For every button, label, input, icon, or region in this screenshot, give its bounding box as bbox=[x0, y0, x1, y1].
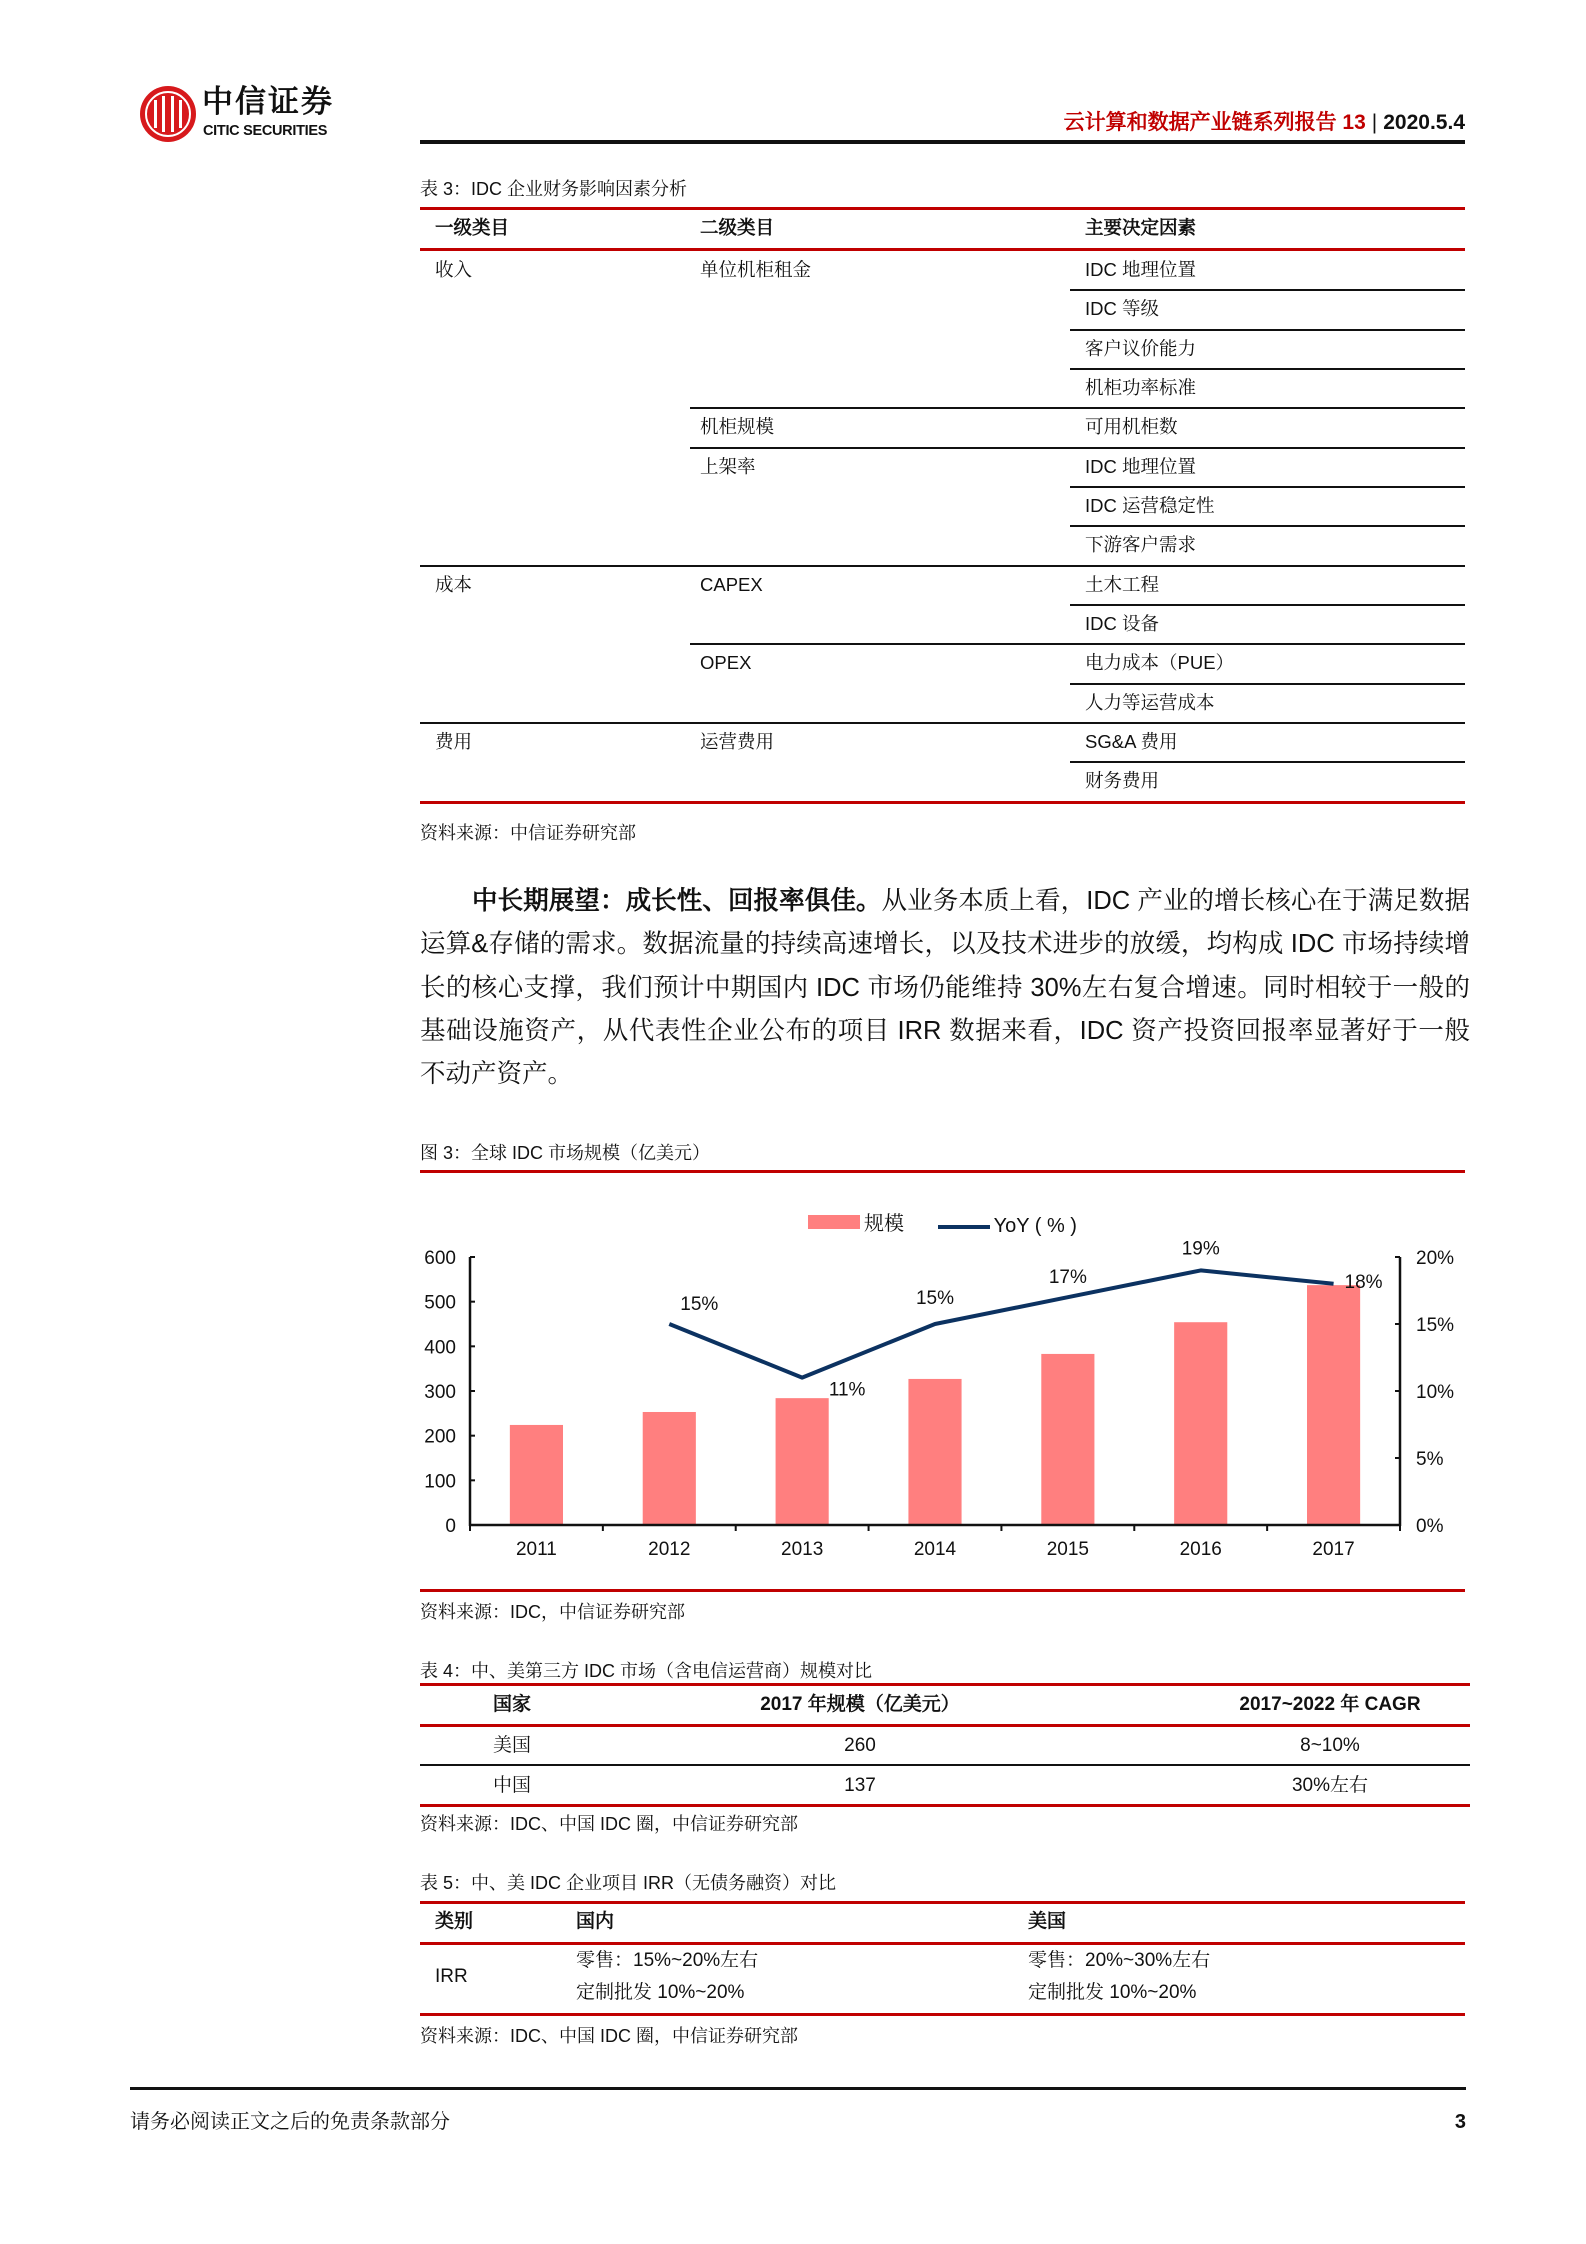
svg-text:2014: 2014 bbox=[913, 1539, 957, 1560]
table4-cell-country: 中国 bbox=[493, 1775, 532, 1796]
logo-english-name: CITIC SECURITIES bbox=[203, 123, 328, 139]
figure3-source: 资料来源：IDC，中信证券研究部 bbox=[420, 1602, 685, 1622]
table5-header-rule bbox=[420, 1942, 1465, 1945]
svg-text:17%: 17% bbox=[1048, 1267, 1087, 1289]
chart-plot bbox=[420, 1175, 1465, 1575]
paragraph-lead: 中长期展望：成长性、回报率俱佳。 bbox=[472, 887, 882, 915]
svg-text:18%: 18% bbox=[1344, 1271, 1383, 1293]
table5-header-us: 美国 bbox=[1028, 1911, 1067, 1932]
yoy-line bbox=[669, 1270, 1333, 1377]
table3-header: 二级类目 bbox=[700, 217, 775, 238]
table4-header-size: 2017 年规模（亿美元） bbox=[760, 1694, 960, 1715]
table5 bbox=[420, 1901, 1465, 2016]
table3-row-rule bbox=[420, 722, 1465, 724]
svg-text:2011: 2011 bbox=[515, 1539, 557, 1560]
table4-cell-country: 美国 bbox=[493, 1735, 532, 1756]
table3-factor: IDC 等级 bbox=[1085, 298, 1160, 320]
table3-factor: 可用机柜数 bbox=[1085, 416, 1178, 438]
table4-top-rule bbox=[420, 1683, 1470, 1686]
table3-header: 一级类目 bbox=[435, 217, 510, 238]
table3-level2: 运营费用 bbox=[700, 731, 775, 753]
table4-source: 资料来源：IDC、中国 IDC 圈，中信证券研究部 bbox=[420, 1814, 798, 1834]
table4-header-rule bbox=[420, 1724, 1470, 1727]
table3-level2: 机柜规模 bbox=[700, 416, 775, 438]
table3-bottom-rule bbox=[420, 801, 1465, 804]
table5-cell-us-wholesale: 定制批发 10%~20% bbox=[1028, 1982, 1197, 2003]
table3-level2: CAPEX bbox=[700, 573, 763, 595]
table3-row-rule bbox=[1070, 683, 1465, 685]
table5-source: 资料来源：IDC、中国 IDC 圈，中信证券研究部 bbox=[420, 2026, 798, 2046]
table3-row-rule bbox=[690, 643, 1465, 645]
table3-row-rule bbox=[1070, 761, 1465, 763]
table3-factor: 下游客户需求 bbox=[1085, 534, 1197, 556]
table3-factor: IDC 设备 bbox=[1085, 613, 1160, 635]
citic-logo-icon bbox=[140, 86, 196, 142]
table5-cell-category: IRR bbox=[435, 1966, 468, 1987]
table5-bottom-rule bbox=[420, 2013, 1465, 2016]
svg-text:15%: 15% bbox=[915, 1288, 955, 1309]
table3-factor: IDC 地理位置 bbox=[1085, 455, 1197, 477]
citic-logo bbox=[140, 84, 350, 146]
table3-row-rule bbox=[690, 407, 1465, 409]
report-header bbox=[1064, 110, 1465, 136]
svg-text:2012: 2012 bbox=[648, 1539, 691, 1560]
table3-row-rule bbox=[1070, 368, 1465, 370]
table3-factor: 人力等运营成本 bbox=[1085, 691, 1215, 713]
table3-factor: 客户议价能力 bbox=[1085, 337, 1197, 359]
table4-caption: 表 4：中、美第三方 IDC 市场（含电信运营商）规模对比 bbox=[420, 1661, 873, 1681]
table4-cell-size: 137 bbox=[844, 1775, 876, 1796]
table3-factor: 电力成本（PUE） bbox=[1085, 652, 1235, 674]
table3-level1: 收入 bbox=[435, 259, 473, 280]
figure3-top-rule bbox=[420, 1170, 1465, 1173]
table3-caption: 表 3：IDC 企业财务影响因素分析 bbox=[420, 179, 688, 199]
svg-text:2013: 2013 bbox=[781, 1539, 824, 1560]
table3-factor: 财务费用 bbox=[1085, 770, 1160, 792]
table5-top-rule bbox=[420, 1901, 1465, 1904]
svg-text:19%: 19% bbox=[1181, 1238, 1220, 1260]
table3-source: 资料来源：中信证券研究部 bbox=[420, 823, 636, 843]
table3-level2: 上架率 bbox=[700, 455, 756, 477]
table3-row-rule bbox=[690, 447, 1465, 449]
table3-top-rule bbox=[420, 207, 1465, 210]
table4-header-cagr: 2017~2022 年 CAGR bbox=[1239, 1694, 1421, 1715]
table4-header-country: 国家 bbox=[493, 1694, 532, 1715]
table5-caption: 表 5：中、美 IDC 企业项目 IRR（无债务融资）对比 bbox=[420, 1873, 837, 1893]
table3-header-rule bbox=[420, 248, 1465, 251]
table3-row-rule bbox=[1070, 486, 1465, 488]
svg-text:600: 600 bbox=[424, 1248, 456, 1269]
svg-text:2015: 2015 bbox=[1046, 1539, 1089, 1560]
bar-2012 bbox=[643, 1412, 696, 1525]
legend-label-scale: 规模 bbox=[864, 1213, 905, 1235]
table4-cell-size: 260 bbox=[844, 1735, 876, 1756]
table5-header-domestic: 国内 bbox=[576, 1911, 615, 1932]
svg-text:300: 300 bbox=[424, 1382, 456, 1403]
svg-text:20%: 20% bbox=[1416, 1248, 1455, 1269]
figure3-bottom-rule bbox=[420, 1589, 1465, 1592]
table3-level2: OPEX bbox=[700, 652, 752, 674]
svg-text:400: 400 bbox=[424, 1337, 456, 1359]
report-date: 2020.5.4 bbox=[1383, 111, 1465, 134]
bar-2014 bbox=[908, 1379, 961, 1525]
idc-market-chart bbox=[420, 1175, 1465, 1575]
bar-2017 bbox=[1307, 1285, 1360, 1525]
paragraph-body: 从业务本质上看，IDC 产业的增长核心在于满足数据运算&存储的需求。数据流量的持续高速增长，以及技术进步的放缓，均构成 IDC 市场持续增长的核心支撑，我们预计中期国内 IDC 市场仍能维持 30%左右复合增速。同时相较于一般的基础设施资产，从代表性企业公布的项目 IRR 数据来看，IDC 资产投资回报率显著好于一般不动产资产。 bbox=[420, 887, 1470, 1089]
svg-text:200: 200 bbox=[424, 1426, 456, 1448]
header-rule bbox=[420, 140, 1465, 144]
figure3-caption: 图 3：全球 IDC 市场规模（亿美元） bbox=[420, 1143, 711, 1163]
table5-header-category: 类别 bbox=[435, 1911, 474, 1932]
svg-text:5%: 5% bbox=[1416, 1449, 1444, 1470]
table3-factor: 机柜功率标准 bbox=[1085, 377, 1197, 399]
svg-text:100: 100 bbox=[424, 1471, 456, 1493]
svg-text:500: 500 bbox=[424, 1292, 456, 1314]
report-title: 云计算和数据产业链系列报告 13 bbox=[1063, 111, 1366, 134]
table3-factor: IDC 地理位置 bbox=[1085, 259, 1197, 280]
footer-disclaimer: 请务必阅读正文之后的免责条款部分 bbox=[130, 2111, 450, 2133]
svg-text:0: 0 bbox=[445, 1516, 456, 1537]
bar-2011 bbox=[510, 1425, 563, 1525]
table3-level2: 单位机柜租金 bbox=[700, 259, 812, 280]
table3-row-rule bbox=[1070, 604, 1465, 606]
table3-row-rule bbox=[1070, 525, 1465, 527]
svg-text:2017: 2017 bbox=[1312, 1539, 1355, 1560]
table4-row-rule bbox=[420, 1764, 1470, 1766]
bar-2015 bbox=[1041, 1354, 1094, 1525]
table5-cell-domestic-retail: 零售：15%~20%左右 bbox=[576, 1950, 759, 1971]
legend-label-yoy: YoY ( % ) bbox=[993, 1215, 1077, 1237]
svg-text:10%: 10% bbox=[1416, 1382, 1455, 1403]
table3 bbox=[420, 207, 1465, 817]
table3-level1: 成本 bbox=[435, 573, 473, 595]
svg-text:2016: 2016 bbox=[1179, 1539, 1222, 1560]
table3-row-rule bbox=[1070, 329, 1465, 331]
table4-cell-cagr: 8~10% bbox=[1300, 1735, 1360, 1756]
header-separator: | bbox=[1371, 111, 1378, 134]
table3-header: 主要决定因素 bbox=[1085, 217, 1197, 238]
table3-row-rule bbox=[420, 565, 1465, 567]
svg-text:15%: 15% bbox=[1416, 1315, 1455, 1336]
bar-2013 bbox=[776, 1398, 829, 1525]
svg-text:0%: 0% bbox=[1416, 1516, 1444, 1537]
table5-cell-domestic-wholesale: 定制批发 10%~20% bbox=[576, 1982, 745, 2003]
table4-cell-cagr: 30%左右 bbox=[1291, 1775, 1369, 1796]
table3-factor: 土木工程 bbox=[1085, 573, 1160, 595]
svg-text:11%: 11% bbox=[828, 1379, 866, 1401]
table4-bottom-rule bbox=[420, 1804, 1470, 1807]
bar-2016 bbox=[1174, 1322, 1227, 1525]
table3-level1: 费用 bbox=[435, 731, 473, 753]
table4 bbox=[420, 1683, 1470, 1805]
table3-factor: IDC 运营稳定性 bbox=[1085, 495, 1215, 517]
svg-text:15%: 15% bbox=[680, 1294, 719, 1315]
footer-rule bbox=[130, 2087, 1466, 2090]
table3-factor: SG&A 费用 bbox=[1085, 731, 1178, 753]
logo-chinese-name: 中信证券 bbox=[202, 84, 334, 120]
page-number: 3 bbox=[1454, 2111, 1466, 2133]
table5-cell-us-retail: 零售：20%~30%左右 bbox=[1028, 1950, 1211, 1971]
body-paragraph bbox=[420, 880, 1470, 1096]
table3-row-rule bbox=[1070, 289, 1465, 291]
